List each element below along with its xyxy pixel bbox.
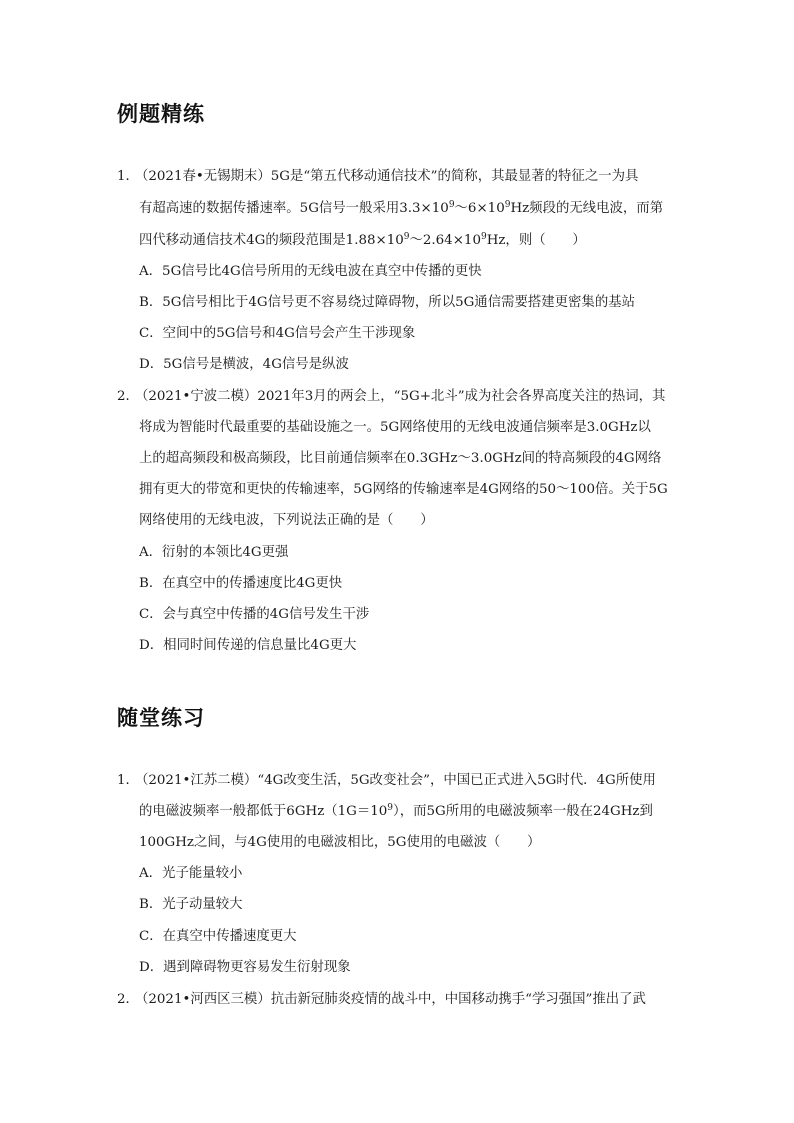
- question-number: 2．: [117, 389, 139, 404]
- question-text-line: 有超高速的数据传播速率。5G信号一般采用$3.3\times 10^9\sim 6\times 10^9Hz$频段的无线电波，而第: [139, 200, 664, 216]
- option-d: D．相同时间传递的信息量比4G更大: [139, 638, 357, 653]
- question-text-line: 的电磁波频率一般都低于$6GHz(1G=10^9)$，而5G所用的电磁波频率一般在24GHz到: [139, 803, 653, 819]
- question-number: 1．: [117, 773, 139, 788]
- question-text-line: （2021•河西区三模）抗击新冠肺炎疫情的战斗中，中国移动携手“学习强国”推出了武: [135, 992, 646, 1007]
- option-b: B．光子动量较大: [139, 897, 243, 912]
- option-c: C．在真空中传播速度更大: [139, 929, 297, 944]
- question-text-line: 网络使用的无线电波，下列说法正确的是（ ）: [139, 513, 434, 528]
- question-text-line: 将成为智能时代最重要的基础设施之一。5G网络使用的无线电波通信频率是3.0GHz以: [139, 420, 651, 435]
- section-title-examples: 例题精练: [117, 102, 205, 126]
- question-text-line: 上的超高频段和极高频段，比目前通信频率在0.3GHz～3.0GHz间的特高频段的4G网络: [139, 451, 662, 466]
- question-text-line: 拥有更大的带宽和更快的传输速率，5G网络的传输速率是4G网络的50～100倍。关于5G: [139, 482, 668, 497]
- option-d: D．遇到障碍物更容易发生衍射现象: [139, 960, 351, 975]
- option-b: B．在真空中的传播速度比4G更快: [139, 576, 343, 591]
- question-text-line: （2021春•无锡期末）5G是“第五代移动通信技术”的简称，其最显著的特征之一为具: [135, 169, 639, 184]
- question-text-line: 100GHz之间，与4G使用的电磁波相比，5G使用的电磁波（ ）: [139, 835, 541, 850]
- option-c: C．会与真空中传播的4G信号发生干涉: [139, 607, 370, 622]
- option-b: B．5G信号相比于4G信号更不容易绕过障碍物，所以5G通信需要搭建更密集的基站: [139, 295, 635, 310]
- question-text-line: （2021•江苏二模）“4G改变生活，5G改变社会”，中国已正式进入5G时代．4G所使用: [135, 773, 656, 788]
- section-title-practice: 随堂练习: [117, 706, 205, 730]
- question-text-line: 四代移动通信技术4G的频段范围是$1.88\times 10^9\sim 2.64\times 10^9Hz$，则（ ）: [139, 232, 586, 248]
- option-a: A．衍射的本领比4G更强: [139, 545, 289, 560]
- question-number: 2．: [117, 992, 139, 1007]
- option-d: D．5G信号是横波，4G信号是纵波: [139, 357, 349, 372]
- question-text-line: （2021•宁波二模）2021年3月的两会上，“5G+北斗”成为社会各界高度关注的热词，其: [135, 389, 666, 404]
- option-a: A．5G信号比4G信号所用的无线电波在真空中传播的更快: [139, 264, 482, 279]
- option-a: A．光子能量较小: [139, 866, 243, 881]
- question-number: 1．: [117, 169, 139, 184]
- option-c: C．空间中的5G信号和4G信号会产生干涉现象: [139, 326, 416, 341]
